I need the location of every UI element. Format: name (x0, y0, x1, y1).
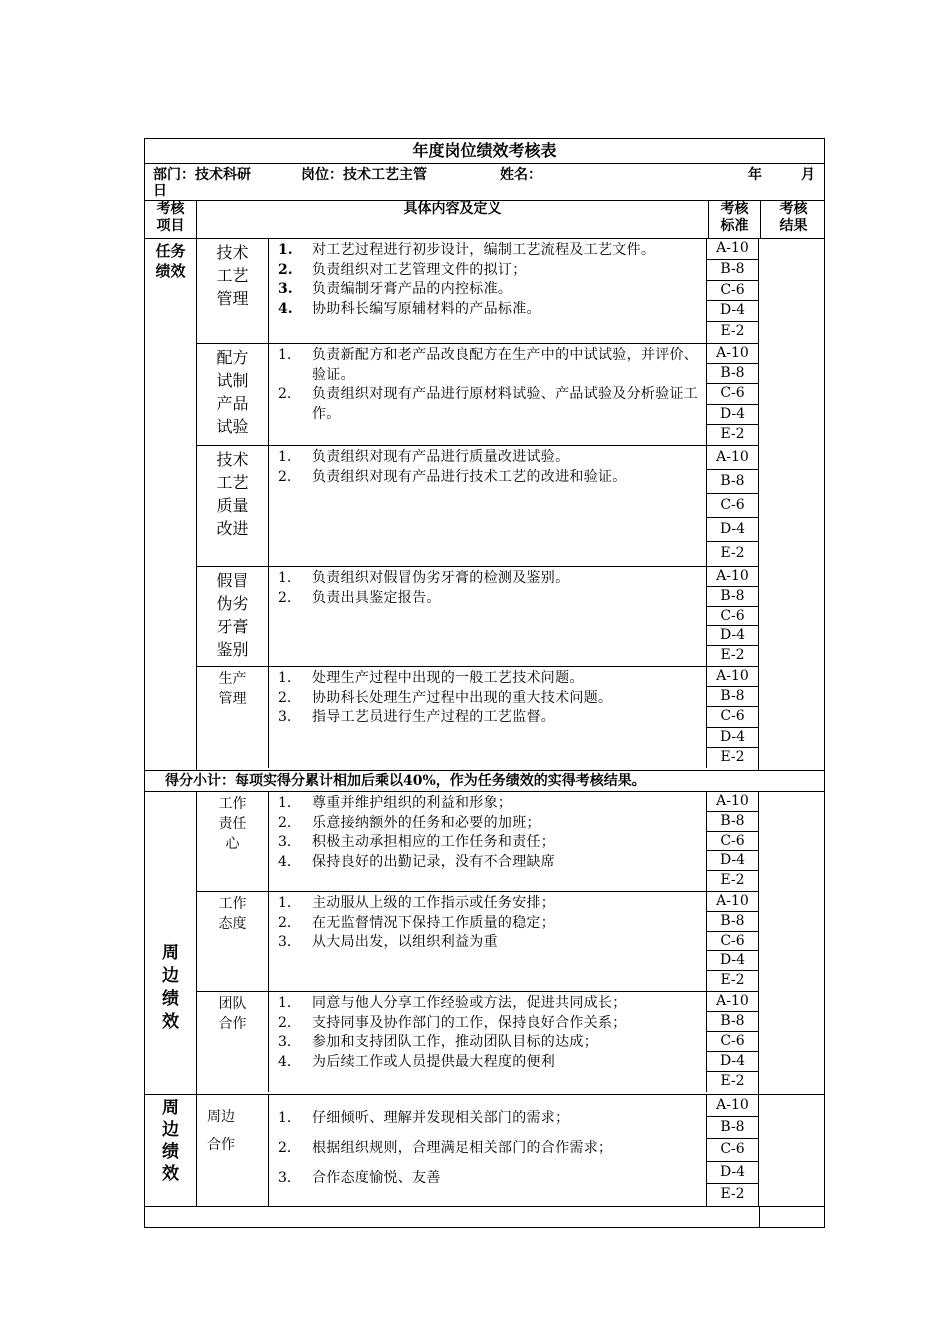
grade-b-8[interactable]: B-8 (707, 587, 758, 607)
section-name: 工作责任心 (197, 792, 269, 891)
info-row (144, 164, 825, 201)
result-column[interactable] (758, 1095, 824, 1206)
result-column[interactable] (758, 239, 824, 770)
list-item: 2． 乐意接纳额外的任务和必要的加班； (278, 814, 541, 831)
grade-a-10[interactable]: A-10 (707, 792, 758, 812)
grade-c-6[interactable]: C-6 (707, 1032, 758, 1052)
grade-c-6[interactable]: C-6 (707, 707, 758, 727)
peripheral-category: 周边绩效 (145, 792, 197, 1094)
grade-a-10[interactable]: A-10 (707, 446, 758, 470)
grade-e-2[interactable]: E-2 (720, 872, 745, 889)
task-performance-block (144, 239, 825, 771)
grade-b-8[interactable]: B-8 (707, 812, 758, 832)
section-items (270, 669, 706, 728)
list-item: 4. 协助科长编写原辅材料的产品标准。 (278, 300, 541, 317)
list-item: 3. 负责编制牙膏产品的内控标准。 (278, 281, 513, 297)
grade-c-6[interactable]: C-6 (707, 494, 758, 518)
section-items (270, 1103, 706, 1193)
section-row (197, 892, 758, 992)
grade-c-6[interactable]: C-6 (707, 384, 758, 404)
grade-d-4[interactable]: D-4 (707, 1052, 758, 1072)
grade-column (706, 667, 758, 768)
section-name: 团队合作 (197, 992, 269, 1092)
month-label: 月 (801, 167, 815, 183)
grade-a-10[interactable]: A-10 (707, 667, 758, 687)
task-category: 任务绩效 (145, 239, 197, 770)
list-item: 1. 处理生产过程中出现的一般工艺技术问题。 (278, 670, 584, 686)
section-name: 技术工艺质量改进 (197, 446, 269, 566)
list-item: 2． 根据组织规则，合理满足相关部门的合作需求； (278, 1140, 613, 1156)
list-item: 2. 负责组织对现有产品进行技术工艺的改进和验证。 (278, 468, 627, 485)
section-items (270, 894, 706, 953)
list-item: 3． 积极主动承担相应的工作任务和责任； (278, 834, 556, 850)
grade-c-6[interactable]: C-6 (707, 932, 758, 952)
list-item: 1． 尊重并维护组织的利益和形象； (278, 795, 513, 811)
list-item: 4． 为后续工作或人员提供最大程度的便利 (278, 1053, 556, 1070)
appraisal-form (144, 138, 825, 1228)
grade-column (706, 992, 758, 1092)
grade-column (706, 344, 758, 445)
grade-column (706, 567, 758, 666)
list-item: 2． 在无监督情况下保持工作质量的稳定； (278, 914, 556, 931)
grade-a-10[interactable]: A-10 (707, 1095, 758, 1117)
subtotal-row: 得分小计：每项实得分累计相加后乘以40%，作为任务绩效的实得考核结果。 (144, 771, 825, 792)
header-item: 考核项目 (145, 201, 197, 238)
grade-e-2[interactable]: E-2 (720, 323, 745, 340)
list-item: 2. 协助科长处理生产过程中出现的重大技术问题。 (278, 689, 613, 706)
list-item: 4． 保持良好的出勤记录，没有不合理缺席 (278, 853, 556, 870)
grade-d-4[interactable]: D-4 (707, 1162, 758, 1184)
grade-c-6[interactable]: C-6 (707, 607, 758, 627)
table-header (144, 201, 825, 239)
grade-e-2[interactable]: E-2 (720, 425, 745, 442)
grade-d-4[interactable]: D-4 (707, 518, 758, 542)
year-label: 年 (748, 167, 762, 183)
section-row (197, 344, 758, 446)
grade-c-6[interactable]: C-6 (707, 832, 758, 852)
list-item: 1． 主动服从上级的工作指示或任务安排； (278, 895, 556, 911)
grade-d-4[interactable]: D-4 (707, 851, 758, 871)
list-item: 3． 从大局出发，以组织利益为重 (278, 934, 498, 950)
header-result: 考核结果 (779, 201, 808, 234)
grade-c-6[interactable]: C-6 (707, 1139, 758, 1161)
list-item: 1． 同意与他人分享工作经验或方法，促进共同成长； (278, 995, 627, 1011)
section-name: 配方试制产品试验 (197, 344, 269, 445)
grade-c-6[interactable]: C-6 (707, 281, 758, 302)
section-items (270, 569, 706, 608)
section-row (197, 446, 758, 567)
list-item: 2. 负责组织对工艺管理文件的拟订； (278, 261, 527, 278)
section-items (270, 448, 706, 487)
list-item: 1. 负责组织对现有产品进行质量改进试验。 (278, 449, 570, 465)
grade-column (706, 892, 758, 991)
grade-column (706, 792, 758, 891)
section-name: 生产管理 (197, 667, 269, 768)
grade-e-2[interactable]: E-2 (720, 972, 745, 989)
grade-column (706, 239, 758, 343)
section-row (197, 792, 758, 892)
list-item: 2． 支持同事及协作部门的工作，保持良好合作关系； (278, 1014, 627, 1031)
grade-e-2[interactable]: E-2 (720, 1073, 745, 1089)
name-label: 姓名： (500, 167, 542, 183)
form-title: 年度岗位绩效考核表 (144, 138, 825, 164)
section-items (270, 794, 706, 872)
peripheral-cooperation-block (144, 1095, 825, 1207)
grade-b-8[interactable]: B-8 (707, 364, 758, 384)
list-item: 3． 合作态度愉悦、友善 (278, 1170, 441, 1186)
section-row (197, 239, 758, 344)
grade-b-8[interactable]: B-8 (707, 1117, 758, 1139)
grade-b-8[interactable]: B-8 (707, 912, 758, 932)
grade-column (706, 446, 758, 566)
grade-a-10[interactable]: A-10 (707, 892, 758, 912)
section-row (197, 667, 758, 768)
grade-d-4[interactable]: D-4 (707, 728, 758, 748)
result-column[interactable] (758, 792, 824, 1094)
grade-d-4[interactable]: D-4 (707, 405, 758, 425)
list-item: 3． 参加和支持团队工作，推动团队目标的达成； (278, 1034, 598, 1050)
grade-d-4[interactable]: D-4 (707, 951, 758, 971)
day-label: 日 (153, 183, 167, 199)
section-name: 假冒伪劣牙膏鉴别 (197, 567, 269, 666)
section-row (197, 567, 758, 667)
section-items (270, 241, 706, 319)
grade-a-10[interactable]: A-10 (707, 567, 758, 587)
grade-b-8[interactable]: B-8 (707, 260, 758, 281)
list-item: 2. 负责出具鉴定报告。 (278, 589, 441, 606)
list-item: 2. 负责组织对现有产品进行原材料试验、产品试验及分析验证工作。 (278, 386, 699, 422)
grade-b-8[interactable]: B-8 (707, 1012, 758, 1032)
section-items (270, 346, 706, 424)
peripheral-performance-block (144, 792, 825, 1095)
grade-column (706, 1095, 758, 1206)
empty-footer-row (144, 1207, 825, 1228)
grade-d-4[interactable]: D-4 (707, 626, 758, 646)
grade-a-10[interactable]: A-10 (707, 239, 758, 260)
grade-d-4[interactable]: D-4 (707, 301, 758, 322)
position-label: 岗位：技术工艺主管 (301, 167, 427, 183)
section-name: 工作态度 (197, 892, 269, 991)
section-name: 技术工艺管理 (197, 239, 269, 343)
header-standard: 考核标准 (709, 201, 761, 238)
grade-e-2[interactable]: E-2 (720, 748, 745, 765)
grade-e-2[interactable]: E-2 (720, 647, 745, 664)
section-name: 周边 合作 (197, 1095, 269, 1206)
grade-b-8[interactable]: B-8 (707, 470, 758, 494)
section-row (197, 992, 758, 1092)
list-item: 1. 负责组织对假冒伪劣牙膏的检测及鉴别。 (278, 570, 570, 586)
peripheral-category-2: 周边绩效 (145, 1095, 197, 1206)
header-content: 具体内容及定义 (197, 201, 709, 238)
grade-a-10[interactable]: A-10 (707, 344, 758, 364)
grade-e-2[interactable]: E-2 (720, 1185, 745, 1202)
cooperation-row (197, 1095, 758, 1206)
list-item: 1. 负责新配方和老产品改良配方在生产中的中试试验，并评价、验证。 (278, 347, 699, 383)
list-item: 1． 仔细倾听、理解并发现相关部门的需求； (278, 1110, 570, 1126)
grade-a-10[interactable]: A-10 (707, 992, 758, 1012)
grade-e-2[interactable]: E-2 (720, 545, 745, 561)
grade-b-8[interactable]: B-8 (707, 687, 758, 707)
list-item: 3. 指导工艺员进行生产过程的工艺监督。 (278, 709, 556, 725)
section-items (270, 994, 706, 1072)
department-label: 部门：技术科研 (153, 167, 251, 183)
list-item: 1. 对工艺过程进行初步设计，编制工艺流程及工艺文件。 (278, 242, 656, 258)
